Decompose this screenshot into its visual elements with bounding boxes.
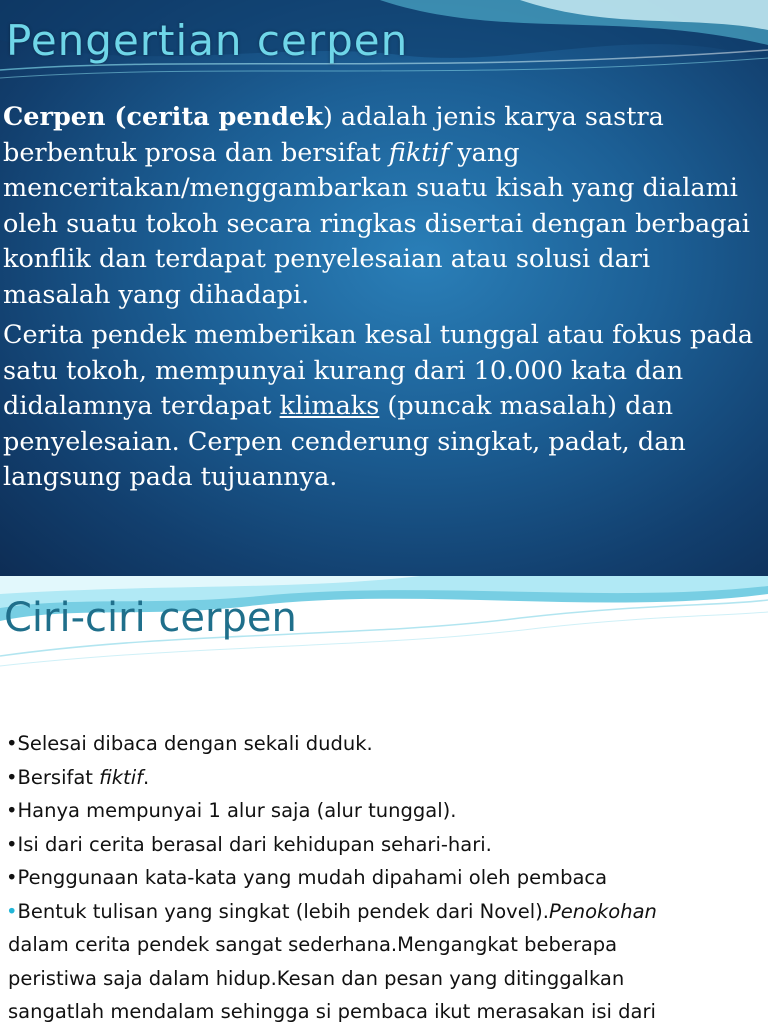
- slide-title: Ciri-ciri cerpen: [4, 595, 297, 641]
- italic-term: fiktif: [388, 137, 450, 168]
- description-rest: (puncak masalah) dan penyelesaian. Cerpen cenderung singkat, padat, dan langsung pada tujuannya.: [3, 391, 686, 492]
- list-item-tail: .: [142, 765, 150, 789]
- list-item-continuation: sangatlah mendalam sehingga si pembaca ikut merasakan isi dari: [8, 1000, 656, 1023]
- bullet-marker: •: [6, 832, 18, 856]
- list-item: [6, 794, 766, 828]
- characteristics-list: [6, 727, 766, 1024]
- list-item-continuation: dalam cerita pendek sangat sederhana.Mengangkat beberapa: [8, 933, 618, 956]
- klimaks-link[interactable]: klimaks: [279, 391, 380, 421]
- definition-paragraph: [3, 100, 765, 313]
- list-item: [6, 761, 766, 795]
- list-item-text: Bersifat: [17, 765, 100, 789]
- italic-term: fiktif: [99, 765, 143, 789]
- slide-ciri-ciri: [0, 576, 768, 1024]
- bullet-marker: •: [6, 899, 18, 923]
- definition-text: ) adalah jenis karya sastra berbentuk prosa dan bersifat: [3, 102, 664, 168]
- list-item-text: Selesai dibaca dengan sekali duduk.: [17, 732, 373, 755]
- definition-rest: yang menceritakan/menggambarkan suatu kisah yang dialami oleh suatu tokoh secara ringkas disertai dengan berbagai konflik dan terdapat penyelesaian atau solusi dari masalah yang dihadapi.: [3, 137, 750, 310]
- list-item-text: Hanya mempunyai 1 alur saja (alur tunggal).: [17, 799, 457, 822]
- italic-term: Penokohan: [548, 899, 657, 923]
- bullet-marker: •: [6, 765, 18, 789]
- term-bold: Cerpen (cerita pendek: [3, 102, 323, 132]
- list-item: [6, 861, 766, 895]
- slide-title: Pengertian cerpen: [6, 16, 409, 65]
- list-item-text: Isi dari cerita berasal dari kehidupan sehari-hari.: [17, 832, 492, 856]
- slide-body: [3, 100, 765, 501]
- list-item: [6, 828, 766, 862]
- list-item-text: Penggunaan kata-kata yang mudah dipahami oleh pembaca: [17, 866, 608, 889]
- list-item: [6, 727, 766, 761]
- bullet-marker: •: [6, 799, 18, 822]
- list-item-text: Bentuk tulisan yang singkat (lebih pendek dari Novel).: [17, 899, 549, 923]
- bullet-marker: •: [6, 732, 18, 755]
- description-text: Cerita pendek memberikan kesal tunggal atau fokus pada satu tokoh, mempunyai kurang dari 10.000 kata dan didalamnya terdapat: [3, 320, 754, 421]
- list-item: [6, 895, 766, 1024]
- description-paragraph: [3, 318, 765, 496]
- list-item-continuation: peristiwa saja dalam hidup.Kesan dan pesan yang ditinggalkan: [8, 966, 625, 990]
- bullet-marker: •: [6, 866, 18, 889]
